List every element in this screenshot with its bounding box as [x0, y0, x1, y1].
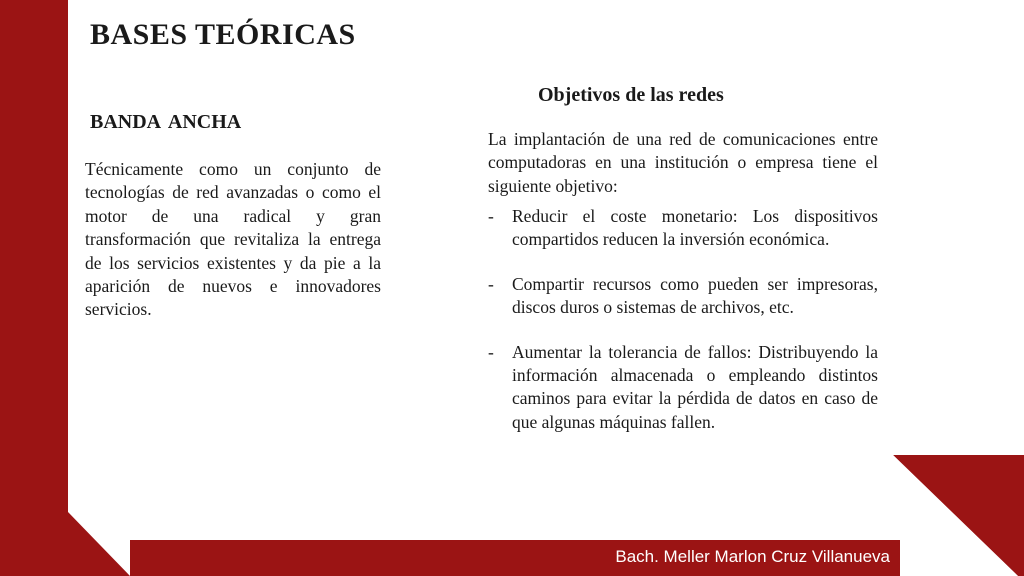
- list-item: [488, 205, 878, 252]
- banda-ancha-heading: BANDA ANCHA: [90, 111, 242, 133]
- bottom-left-diagonal: [68, 512, 130, 576]
- objetivos-heading: Objetivos de las redes: [538, 84, 724, 106]
- objetivos-list: [488, 205, 878, 455]
- bullet-marker: -: [488, 273, 494, 294]
- bullet-marker: -: [488, 206, 494, 226]
- list-item-text: Aumentar la tolerancia de fallos: Distribuyendo la información almacenada o empleando distintos caminos para evitar la pérdida de datos en caso de que algunas máquinas fallen.: [512, 341, 878, 432]
- list-item: [488, 273, 878, 320]
- list-item-text: Reducir el coste monetario: Los dispositivos compartidos reducen la inversión económica.: [512, 206, 878, 250]
- footer-author: Bach. Meller Marlon Cruz Villanueva: [615, 547, 890, 566]
- objetivos-intro: La implantación de una red de comunicaciones entre computadoras en una institución o empresa tiene el siguiente objetivo:: [488, 129, 878, 196]
- banda-ancha-paragraph: Técnicamente como un conjunto de tecnologías de red avanzadas o como el motor de una radical y gran transformación que revitaliza la entrega de los servicios existentes y da pie a la aparición de nuevos e innovadores servicios.: [85, 159, 381, 320]
- bullet-marker: -: [488, 341, 494, 362]
- page-title: BASES TEÓRICAS: [90, 18, 356, 51]
- list-item-text: Compartir recursos como pueden ser impresoras, discos duros o sistemas de archivos, etc.: [512, 273, 878, 318]
- list-item: [488, 341, 878, 435]
- footer-bar: [130, 540, 900, 576]
